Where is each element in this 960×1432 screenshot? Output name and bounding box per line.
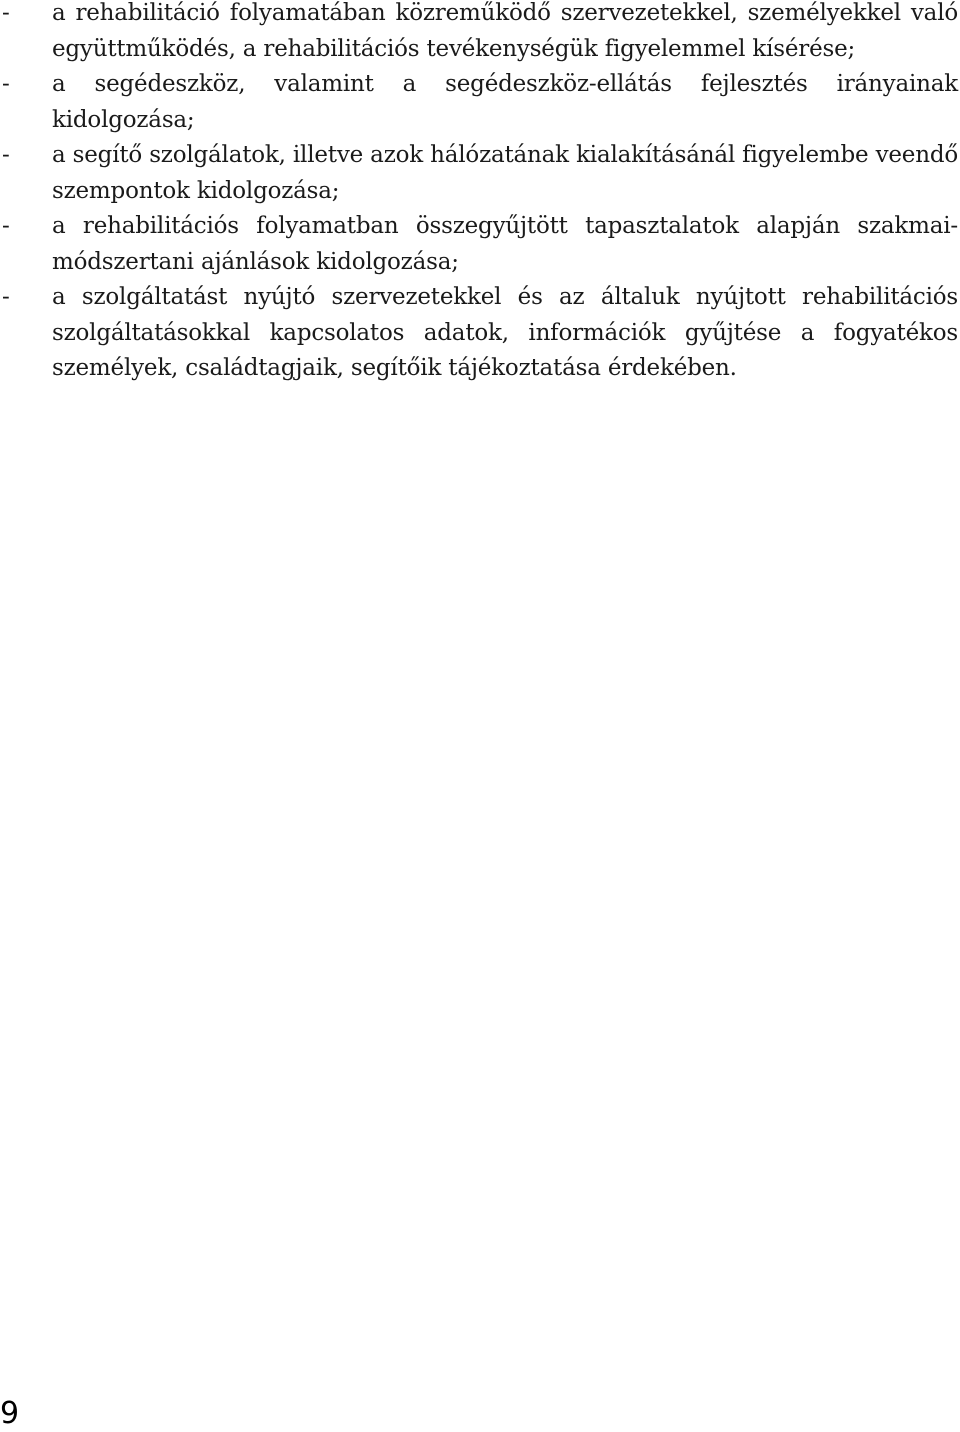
list-item [0, 0, 960, 67]
list-item-text: a rehabilitációs folyamatban összegyűjtött tapasztalatok alapján szakmai-módszertani ajánlások kidolgozása; [52, 213, 958, 275]
page-number: 9 [0, 1396, 20, 1431]
list-bullet: - [2, 71, 10, 97]
list-bullet: - [2, 284, 10, 310]
list-item [0, 67, 960, 138]
list-item-text: a segédeszköz, valamint a segédeszköz-ellátás fejlesztés irányainak kidolgozása; [52, 71, 958, 133]
list-item-text: a rehabilitáció folyamatában közreműködő szervezetekkel, személyekkel való együttműködés, a rehabilitációs tevékenységük figyelemmel kísérése; [52, 0, 958, 62]
list-item [0, 209, 960, 280]
list-item-text: a segítő szolgálatok, illetve azok hálózatának kialakításánál figyelembe veendő szempontok kidolgozása; [52, 142, 958, 204]
list-bullet: - [2, 0, 10, 26]
task-list [0, 0, 960, 387]
list-item [0, 138, 960, 209]
list-item-text: a szolgáltatást nyújtó szervezetekkel és az általuk nyújtott rehabilitációs szolgáltatásokkal kapcsolatos adatok, információk gyűjtése a fogyatékos személyek, családtagjaik, segítőik tájékoztatása érdekében. [52, 284, 958, 381]
list-bullet: - [2, 142, 10, 168]
list-bullet: - [2, 213, 10, 239]
list-item [0, 280, 960, 387]
